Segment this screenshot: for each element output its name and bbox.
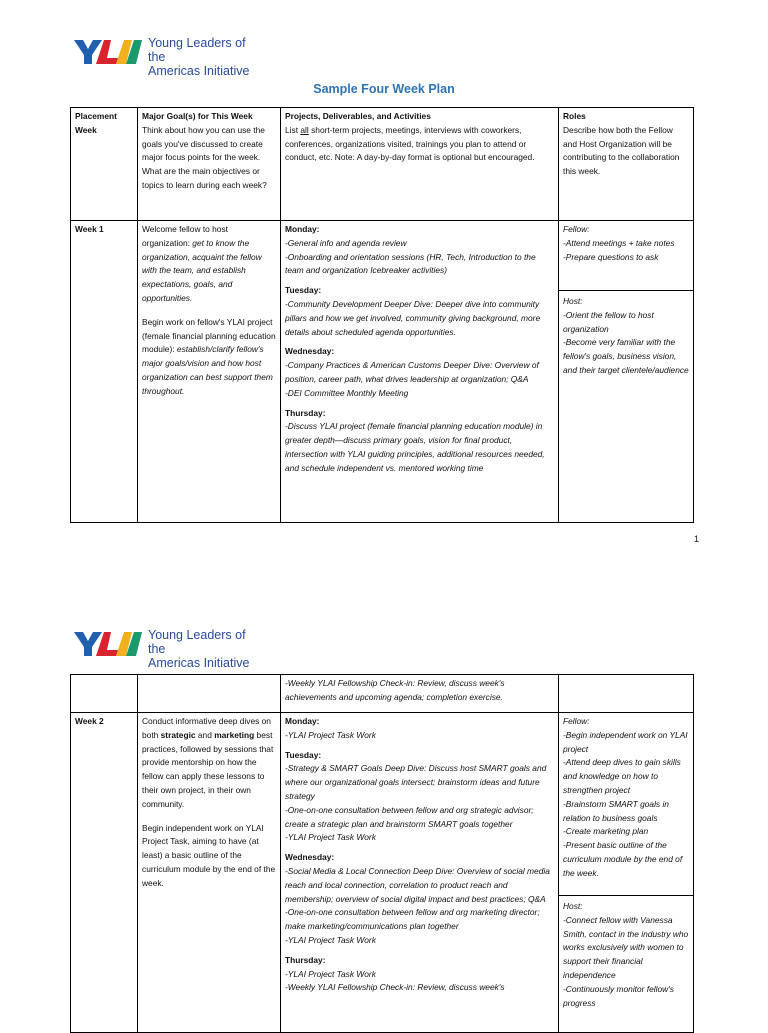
week-1-activities xyxy=(281,221,559,523)
week-1-day-wednesday: Wednesday: xyxy=(285,346,335,357)
week-2-fellow-label: Fellow: xyxy=(563,716,590,726)
week-2-goals: Conduct informative deep dives on both strategic and marketing best practices, followed by sessions that provide mentorship on how the fellow can apply these lessons to their own project, in their own community. Begin independent work on YLAI Project Task, aiming to have (at least) a basic outline of the curriculum module by the end of the week. xyxy=(138,713,281,1033)
week-2-activity-item: -YLAI Project Task Work xyxy=(285,934,376,945)
week-1-activity-item: -Company Practices & American Customs Deeper Dive: Overview of position, career path, what drives leadership at organization; Q&A xyxy=(285,360,539,384)
week-2-activity-item: -YLAI Project Task Work xyxy=(285,832,376,843)
continuation-text: -Weekly YLAI Fellowship Check-in: Review, discuss week's achievements and upcoming agenda; completion exercise. xyxy=(281,675,559,713)
week-1-roles xyxy=(559,221,694,523)
header-projects-title: Projects, Deliverables, and Activities xyxy=(285,111,431,121)
week-1-host-item: -Orient the fellow to host organization xyxy=(563,309,654,334)
week-1-host-item: -Become very familiar with the fellow's goals, business vision, and their target clientele/audience xyxy=(563,337,689,375)
header-row xyxy=(71,108,694,221)
page-title: Sample Four Week Plan xyxy=(313,82,455,96)
week-2-day-monday: Monday: xyxy=(285,716,320,726)
header-roles xyxy=(559,108,694,221)
ylai-logo xyxy=(74,36,264,78)
week-2-host-item: -Connect fellow with Vanessa Smith, contact in the industry who works exclusively with women to support their financial independence xyxy=(563,914,689,980)
header-major-goals-title: Major Goal(s) for This Week xyxy=(142,111,253,121)
week-2-activity-item: -One-on-one consultation between fellow and org strategic advisor; create a strategic plan and brainstorm SMART goals together xyxy=(285,804,534,829)
header-roles-body: Describe how both the Fellow and Host Organization will be contributing to the collaboration this week. xyxy=(563,124,680,177)
page-number: 1 xyxy=(694,534,700,544)
week-1-goals: Welcome fellow to host organization: get to know the organization, acquaint the fellow with the team, and establish expectations, goals, and opportunities. Begin work on fellow's YLAI project (female financial planning education module): establish/clarify fellow's major goals/vision and how host organization can best support them throughout. xyxy=(138,221,281,523)
week-2-label: Week 2 xyxy=(71,713,138,1033)
logo-line-1: Young Leaders of the xyxy=(148,628,246,656)
week-2-day-thursday: Thursday: xyxy=(285,954,326,965)
week-1-row xyxy=(71,221,694,523)
week-1-host-label: Host: xyxy=(563,296,583,306)
week-1-fellow-item: -Attend meetings + take notes xyxy=(563,237,675,248)
week-2-activity-item: -Social Media & Local Connection Deep Dive: Overview of social media reach and local connection, correlation to product reach and membership; overview of social digital impact and best practices; Q&A xyxy=(285,865,550,904)
header-placement-week: Placement Week xyxy=(71,108,138,221)
week-2-activity-item: -One-on-one consultation between fellow and org marketing director; make marketing/communications plan together xyxy=(285,907,540,932)
logo-line-2: Americas Initiative xyxy=(148,656,250,670)
week-2-fellow-item: -Attend deep dives to gain skills and knowledge on how to strengthen project xyxy=(563,757,681,795)
week-2-day-wednesday: Wednesday: xyxy=(285,852,335,863)
week-2-activity-item: -Strategy & SMART Goals Deep Dive: Discuss host SMART goals and where our organizational goals intersect; brainstorm ideas and future strategy xyxy=(285,763,547,801)
week-2-roles xyxy=(559,713,694,1033)
week-2-fellow-item: -Create marketing plan xyxy=(563,826,649,837)
header-roles-title: Roles xyxy=(563,111,586,121)
ylai-logo-mark-icon xyxy=(74,630,144,658)
week-1-activity-item: -DEI Committee Monthly Meeting xyxy=(285,387,409,398)
week-2-day-tuesday: Tuesday: xyxy=(285,749,322,760)
header-projects: Projects, Deliverables, and Activities List all short-term projects, meetings, interviews with coworkers, conferences, organizations visited, trainings you plan to attend or conduct, etc. Note: A day-by-day format is optional but encouraged. xyxy=(281,108,559,221)
week-2-fellow-item: -Brainstorm SMART goals in relation to business goals xyxy=(563,798,669,823)
week-2-activity-item: -Weekly YLAI Fellowship Check-in: Review, discuss week's xyxy=(285,982,505,993)
week-2-host-label: Host: xyxy=(563,901,583,911)
header-major-goals xyxy=(138,108,281,221)
week-2-host-item: -Continuously monitor fellow's progress xyxy=(563,983,674,1008)
week-2-activity-item: -YLAI Project Task Work xyxy=(285,729,376,740)
week-1-activity-item: -Community Development Deeper Dive: Deeper dive into community pillars and how we get involved, community giving background, more details about scheduled agenda opportunities. xyxy=(285,298,541,337)
week-2-fellow-item: -Present basic outline of the curriculum module by the end of the week. xyxy=(563,840,683,878)
ylai-logo-page-2 xyxy=(74,628,264,670)
week-1-fellow-item: -Prepare questions to ask xyxy=(563,251,659,262)
week-1-activity-item: -Discuss YLAI project (female financial planning education module) in greater depth—discuss primary goals, vision for final product, intersection with YLAI guiding principles, additional resources needed, and schedule independent vs. mentored working time xyxy=(285,421,545,473)
week-1-day-monday: Monday: xyxy=(285,224,320,234)
week-1-day-tuesday: Tuesday: xyxy=(285,285,322,296)
week-1-label: Week 1 xyxy=(71,221,138,523)
logo-line-1: Young Leaders of the xyxy=(148,36,246,64)
week-1-activity-item: -Onboarding and orientation sessions (HR, Tech, Introduction to the team and organization Icebreaker activities) xyxy=(285,251,536,276)
week-2-fellow-item: -Begin independent work on YLAI project xyxy=(563,729,688,754)
week-2-row xyxy=(71,713,694,1033)
plan-table-page-1 xyxy=(70,107,694,523)
week-2-activities xyxy=(281,713,559,1033)
plan-table-page-2 xyxy=(70,674,694,1033)
week-1-activity-item: -General info and agenda review xyxy=(285,237,407,248)
week-2-activity-item: -YLAI Project Task Work xyxy=(285,968,376,979)
ylai-logo-mark-icon xyxy=(74,38,144,66)
week-1-day-thursday: Thursday: xyxy=(285,407,326,418)
header-major-goals-body: Think about how you can use the goals you've discussed to create major focus points for the week. What are the main objectives or topics to learn during each week? xyxy=(142,124,267,190)
continuation-row xyxy=(71,675,694,713)
week-1-fellow-label: Fellow: xyxy=(563,224,590,234)
logo-line-2: Americas Initiative xyxy=(148,64,250,78)
